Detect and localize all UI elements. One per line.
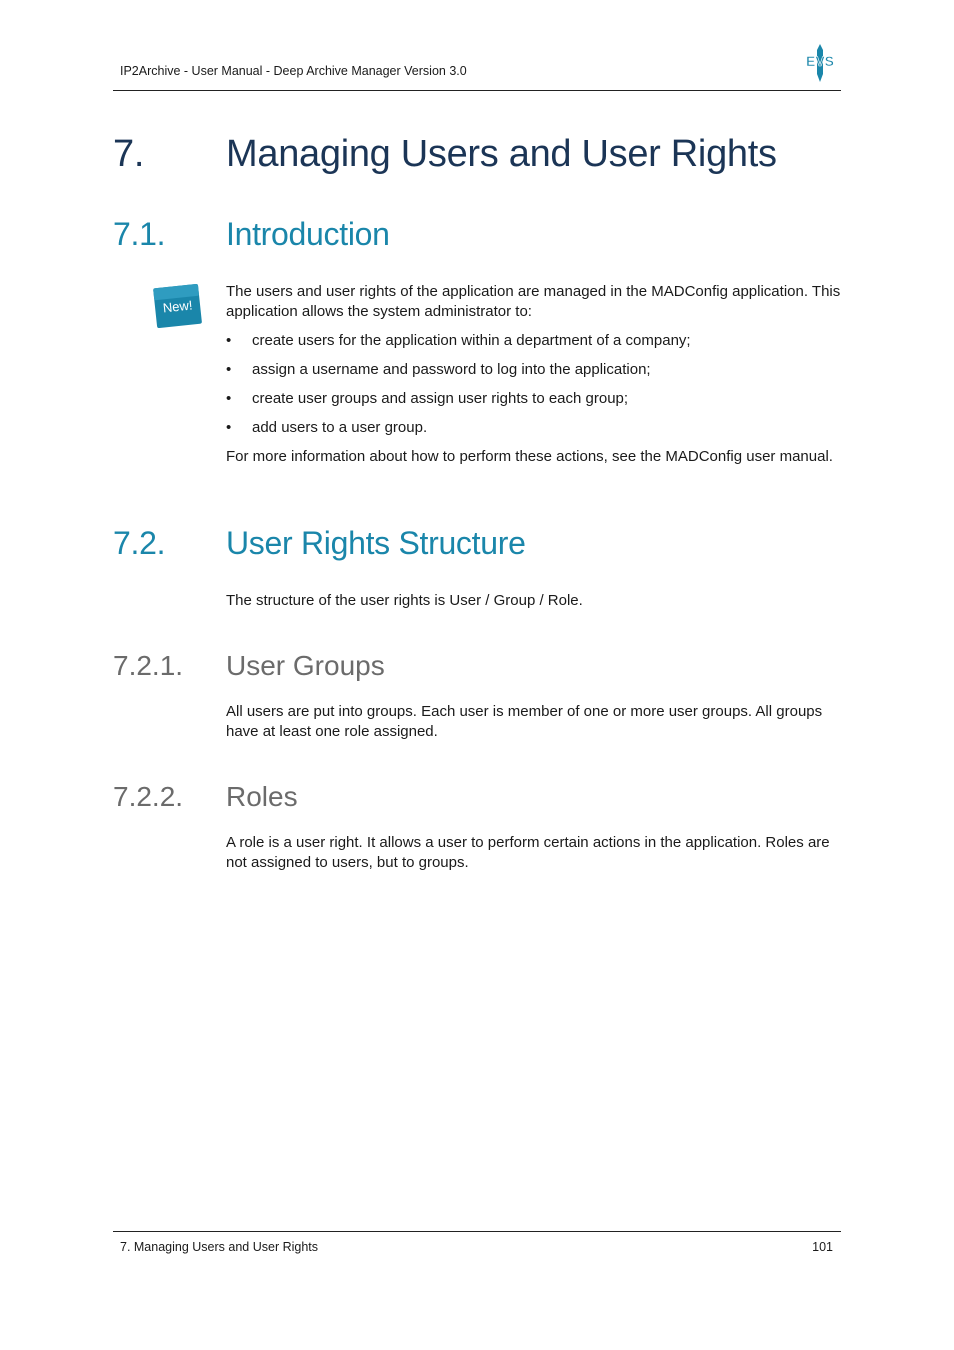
running-header: IP2Archive - User Manual - Deep Archive Manager Version 3.0 — [120, 64, 467, 78]
logo-text: EVS — [805, 53, 835, 69]
section-title: Introduction — [226, 216, 390, 252]
bullet-symbol: • — [226, 361, 232, 378]
intro-paragraph: The users and user rights of the application are managed in the MADConfig application. This application allows the system administrator to: — [226, 283, 841, 320]
bullet-symbol: • — [226, 419, 232, 436]
section-number: 7.2. — [113, 525, 166, 561]
list-item: • create user groups and assign user rights to each group; — [226, 390, 629, 407]
section-number: 7.1. — [113, 216, 166, 252]
subsection-heading-user-groups — [113, 650, 385, 682]
subsection-number: 7.2.2. — [113, 781, 184, 812]
section-title: User Rights Structure — [226, 525, 526, 561]
bullet-symbol: • — [226, 332, 232, 349]
new-badge-icon — [153, 283, 202, 328]
evs-logo — [803, 44, 837, 82]
structure-paragraph: The structure of the user rights is User / Group / Role. — [226, 592, 583, 609]
list-item: • add users to a user group. — [226, 419, 428, 436]
user-groups-paragraph: All users are put into groups. Each user is member of one or more user groups. All groups have at least one role assigned. — [226, 703, 823, 740]
footer-chapter-label: 7. Managing Users and User Rights — [120, 1240, 319, 1254]
subsection-number: 7.2.1. — [113, 650, 184, 681]
section-heading-introduction — [113, 216, 390, 253]
list-item: • assign a username and password to log into the application; — [226, 361, 651, 378]
roles-paragraph: A role is a user right. It allows a user to perform certain actions in the application. Roles are not assigned to users, but to groups. — [226, 834, 830, 871]
page-number: 101 — [812, 1240, 833, 1254]
subsection-title: User Groups — [226, 650, 385, 681]
chapter-title: Managing Users and User Rights — [226, 133, 777, 175]
section-heading-user-rights-structure — [113, 525, 526, 562]
chapter-number: 7. — [113, 133, 145, 175]
header-rule — [113, 90, 841, 91]
bullet-symbol: • — [226, 390, 232, 407]
intro-more-info-paragraph: For more information about how to perform these actions, see the MADConfig user manual. — [226, 448, 833, 465]
footer-rule — [113, 1231, 841, 1232]
list-item: • create users for the application within a department of a company; — [226, 332, 691, 349]
svg-text:New!: New! — [162, 297, 194, 316]
subsection-title: Roles — [226, 781, 298, 812]
subsection-heading-roles — [113, 781, 298, 813]
chapter-heading — [113, 133, 777, 176]
